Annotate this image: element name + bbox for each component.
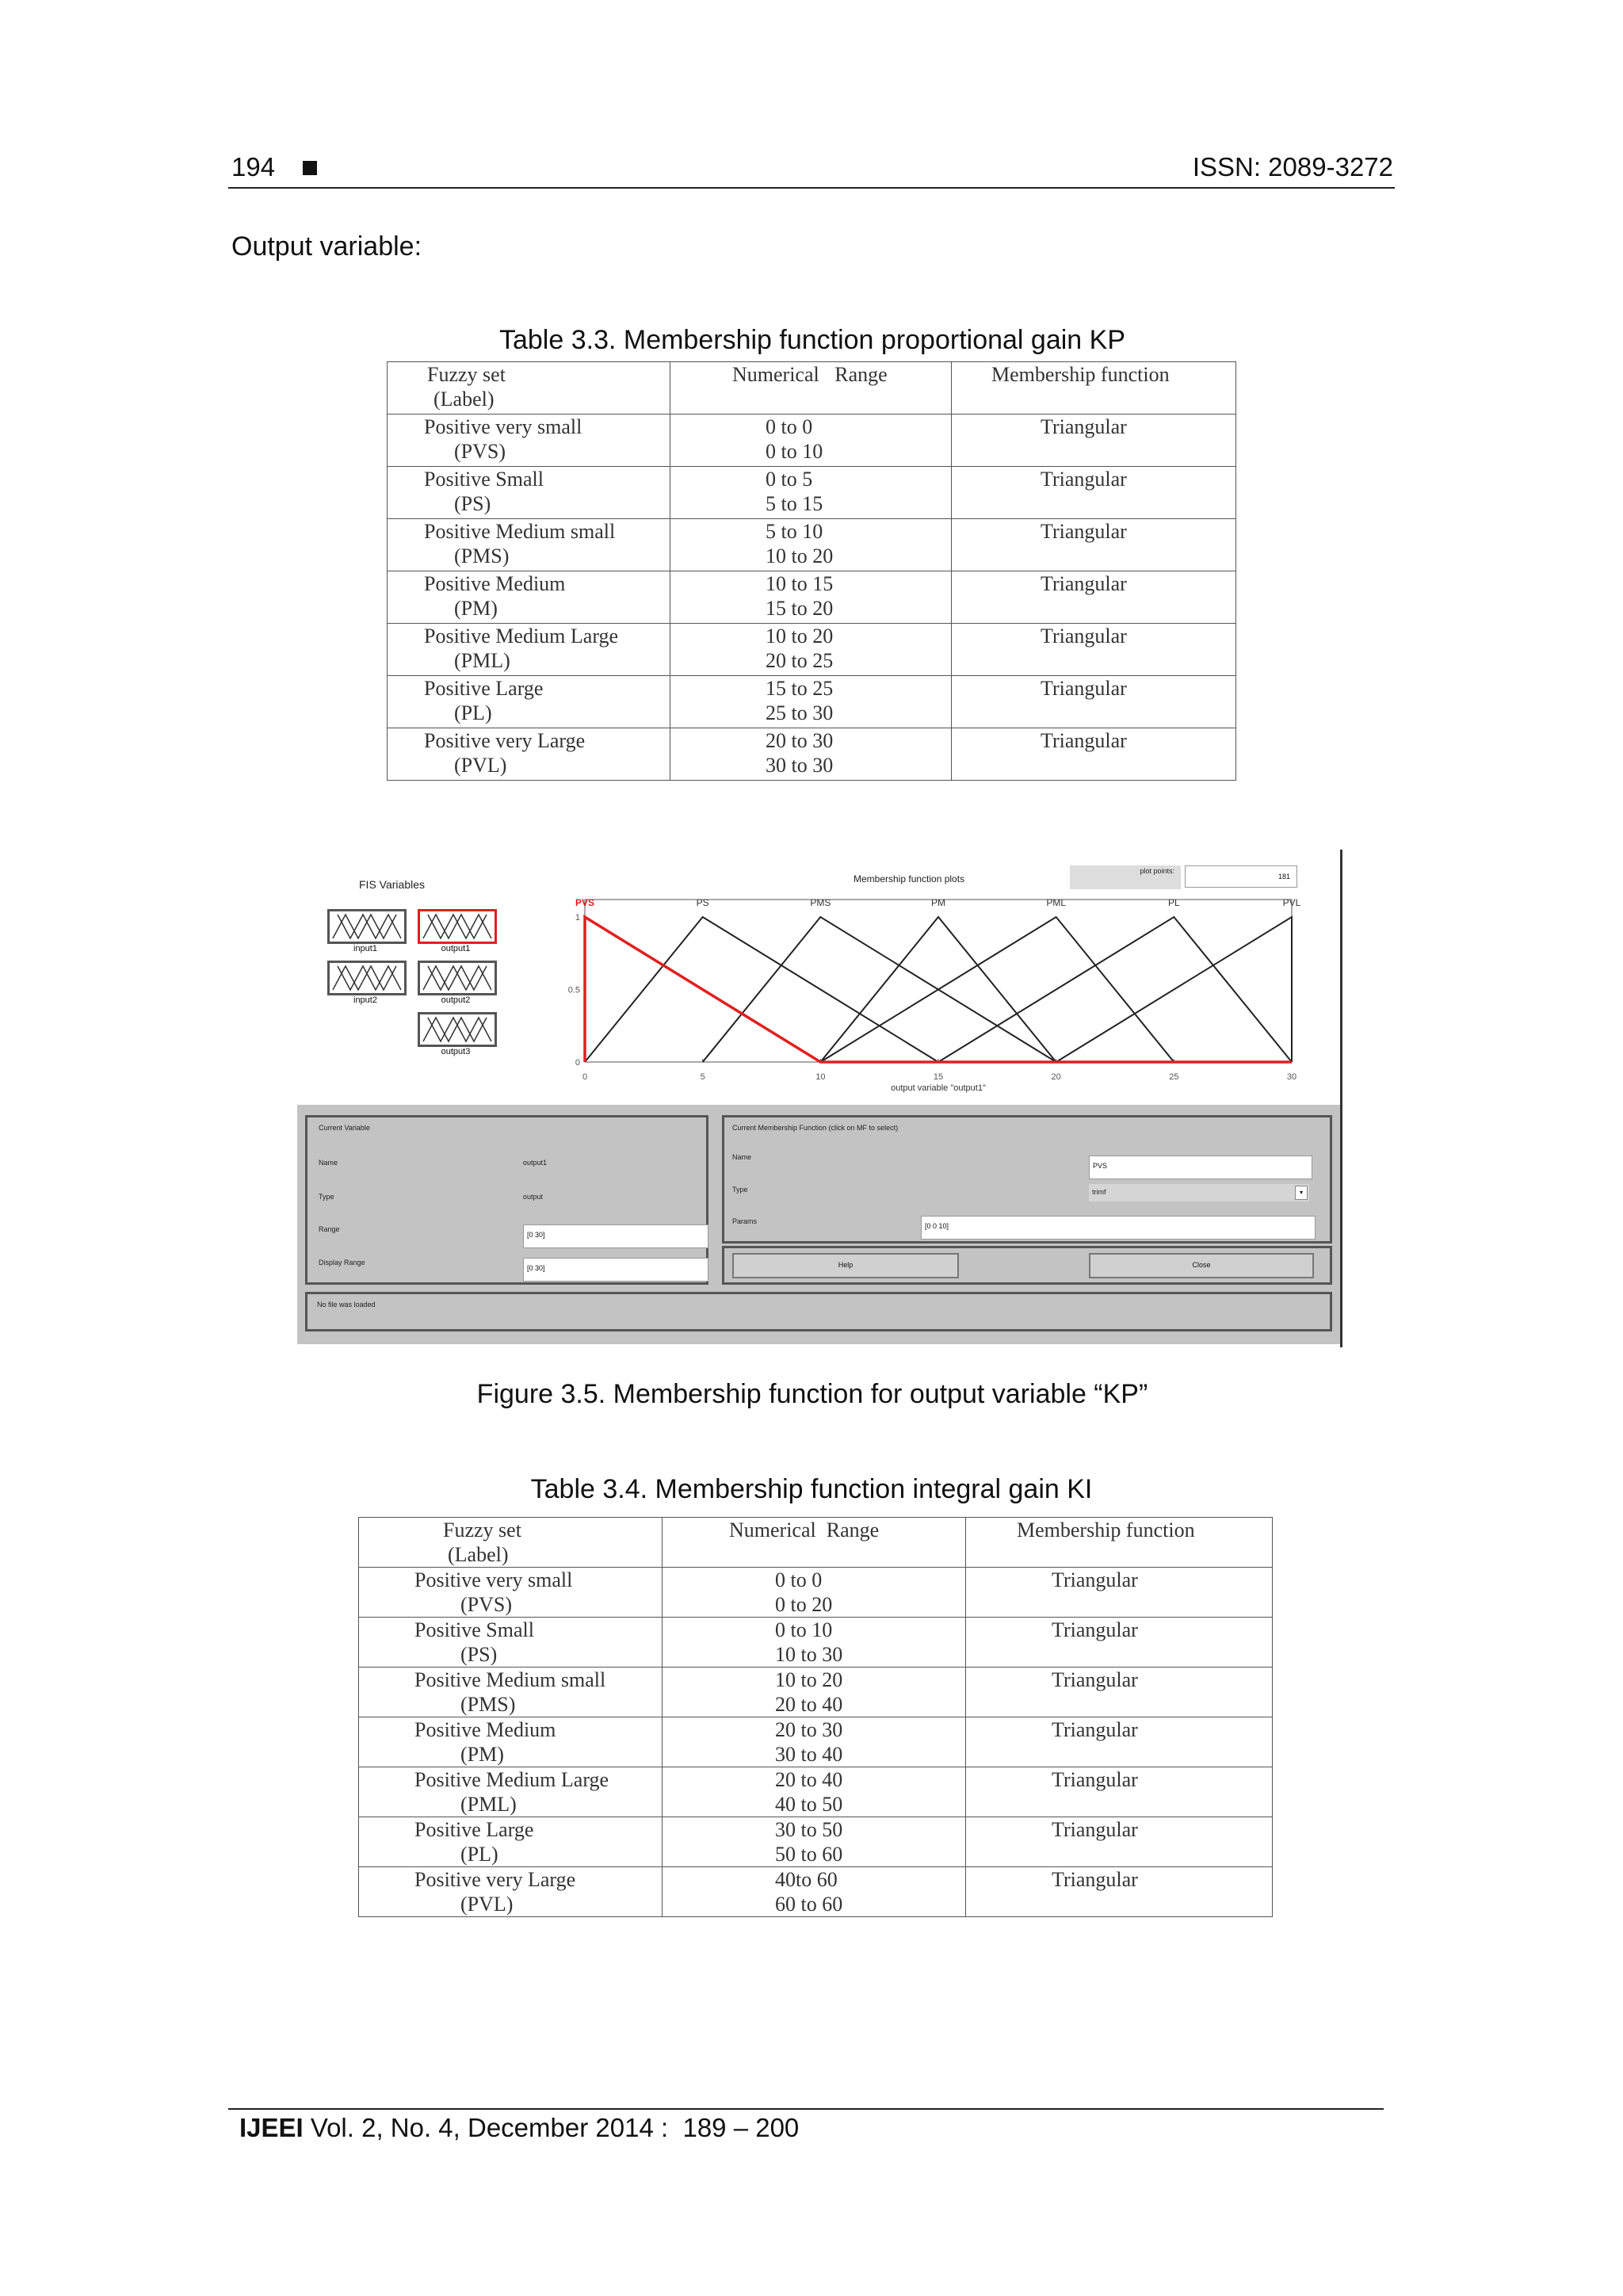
range-line-2: 30 to 30 [766, 754, 834, 777]
x-tick-label: 25 [1169, 1072, 1179, 1082]
fuzzy-set-cell [388, 728, 670, 781]
status-text: No file was loaded [317, 1301, 376, 1308]
table-row [359, 1867, 1273, 1917]
set-abbr: (PML) [460, 1793, 517, 1816]
fuzzy-set-cell [388, 676, 670, 728]
x-tick-label: 10 [815, 1072, 826, 1082]
mf-type: Triangular [1041, 572, 1127, 595]
set-abbr: (PL) [454, 701, 492, 724]
fuzzy-set-cell [359, 1618, 663, 1668]
range-line-2: 20 to 40 [775, 1693, 843, 1716]
set-name: Positive Medium [424, 572, 566, 595]
range-cell [663, 1568, 966, 1618]
set-abbr: (PM) [460, 1743, 504, 1766]
set-name: Positive Medium Large [424, 625, 619, 648]
set-abbr: (PMS) [460, 1693, 516, 1716]
buttons-panel [722, 1246, 1332, 1285]
col-header-numerical-range: Numerical Range [663, 1518, 966, 1568]
mf-cell [952, 467, 1236, 519]
set-abbr: (PVL) [460, 1893, 514, 1916]
fuzzy-set-cell [359, 1767, 663, 1817]
mf-cell [952, 624, 1236, 676]
range-line-1: 0 to 10 [775, 1618, 833, 1641]
mf-label-pl: PL [1167, 897, 1180, 908]
set-name: Positive Small [424, 468, 544, 491]
cv-range-input[interactable]: [0 30] [523, 1224, 708, 1248]
mf-cell [966, 1618, 1273, 1668]
fuzzy-set-cell [359, 1817, 663, 1867]
set-name: Positive Large [424, 677, 544, 700]
table-row [359, 1668, 1273, 1717]
fuzzy-set-cell [359, 1668, 663, 1717]
set-abbr: (PS) [460, 1643, 498, 1666]
mf-type: Triangular [1052, 1668, 1138, 1691]
range-line-2: 60 to 60 [775, 1893, 843, 1916]
fuzzy-set-cell [388, 467, 670, 519]
table-row [359, 1767, 1273, 1817]
fuzzy-set-cell [359, 1568, 663, 1618]
set-name: Positive very small [414, 1568, 573, 1591]
fuzzy-set-cell [388, 415, 670, 467]
range-line-2: 10 to 20 [766, 544, 834, 567]
fuzzy-set-cell [388, 624, 670, 676]
range-cell [663, 1867, 966, 1917]
mf-params-input[interactable]: [0 0 10] [921, 1216, 1316, 1240]
col-header-fuzzy-set: Fuzzy set (Label) [388, 362, 670, 415]
x-tick-label: 15 [933, 1072, 944, 1082]
mf-cell [966, 1817, 1273, 1867]
col-header-fuzzy-set: Fuzzy set (Label) [359, 1518, 663, 1568]
status-bar [305, 1292, 1332, 1331]
range-line-2: 0 to 20 [775, 1593, 833, 1616]
set-name: Positive Medium [414, 1718, 556, 1741]
footer-rule [228, 2108, 1384, 2110]
col-header-membership-function: Membership function [966, 1518, 1273, 1568]
range-line-2: 0 to 10 [766, 440, 823, 463]
header-square-bullet [303, 161, 317, 175]
range-line-2: 15 to 20 [766, 597, 834, 620]
range-line-1: 0 to 0 [766, 415, 813, 438]
mf-type: Triangular [1041, 520, 1127, 543]
footer-citation [239, 2113, 799, 2143]
table-row [359, 1618, 1273, 1668]
range-cell [670, 624, 952, 676]
table-row [388, 571, 1236, 624]
mf-cell [952, 676, 1236, 728]
table2-header-row [359, 1518, 1273, 1568]
mf-label-pm: PM [931, 897, 945, 908]
fis-editor-figure [297, 850, 1343, 1347]
mf-type-select[interactable] [1089, 1184, 1309, 1201]
range-line-1: 15 to 25 [766, 677, 834, 700]
table1-header-row [388, 362, 1236, 415]
x-tick-label: 0 [582, 1072, 588, 1082]
set-abbr: (PVS) [460, 1593, 513, 1616]
cv-type-value: output [523, 1193, 544, 1201]
set-name: Positive very small [424, 415, 582, 438]
table-row [388, 467, 1236, 519]
set-name: Positive Small [414, 1618, 534, 1641]
table-row [388, 519, 1236, 571]
mf-type: Triangular [1052, 1618, 1138, 1641]
table-row [388, 676, 1236, 728]
set-name: Positive Medium Large [414, 1768, 609, 1791]
range-cell [663, 1668, 966, 1717]
mf-type-value: trimf [1092, 1188, 1106, 1196]
range-line-1: 20 to 30 [775, 1718, 843, 1741]
footer-journal: IJEEI [239, 2113, 304, 2142]
range-line-1: 5 to 10 [766, 520, 823, 543]
x-tick-label: 20 [1051, 1072, 1061, 1082]
range-line-1: 10 to 20 [775, 1668, 843, 1691]
header-issn: ISSN: 2089-3272 [1192, 152, 1393, 181]
range-cell [670, 676, 952, 728]
mf-label-pvs: PVS [575, 897, 595, 908]
mf-cell [952, 519, 1236, 571]
mf-type: Triangular [1041, 625, 1127, 648]
x-axis-label: output variable "output1" [891, 1083, 986, 1093]
set-name: Positive Medium small [414, 1668, 606, 1691]
x-tick-label: 5 [700, 1072, 705, 1082]
range-line-2: 10 to 30 [775, 1643, 843, 1666]
mf-cell [966, 1668, 1273, 1717]
mf-type: Triangular [1041, 415, 1127, 438]
set-name: Positive very Large [414, 1868, 576, 1891]
range-cell [670, 467, 952, 519]
set-abbr: (PMS) [454, 544, 510, 567]
current-mf-panel [722, 1115, 1332, 1244]
col-header-numerical-range: Numerical Range [670, 362, 952, 415]
fis-variable-label: output1 [441, 944, 471, 953]
table1 [387, 361, 1236, 781]
fuzzy-set-cell [388, 519, 670, 571]
range-line-1: 20 to 30 [766, 729, 834, 752]
mf-type: Triangular [1052, 1818, 1138, 1841]
mf-type: Triangular [1052, 1868, 1138, 1891]
x-tick-label: 30 [1286, 1072, 1297, 1082]
set-abbr: (PL) [460, 1843, 498, 1866]
fis-variable-label: output2 [441, 995, 471, 1005]
mf-name-label: Name [732, 1153, 752, 1161]
range-line-2: 25 to 30 [766, 701, 834, 724]
set-abbr: (PS) [454, 492, 491, 515]
mf-type: Triangular [1052, 1768, 1138, 1791]
set-name: Positive Medium small [424, 520, 616, 543]
cv-type-label: Type [319, 1193, 334, 1201]
y-tick-label: 0.5 [567, 985, 580, 995]
plot-points-label: plot points: [1140, 867, 1174, 875]
footer-details: Vol. 2, No. 4, December 2014 : 189 – 200 [303, 2113, 800, 2142]
cv-name-label: Name [319, 1159, 338, 1167]
fis-variable-label: input2 [353, 995, 377, 1005]
mf-cell [966, 1717, 1273, 1767]
close-button[interactable]: Close [1089, 1253, 1314, 1278]
mf-cell [966, 1867, 1273, 1917]
range-line-1: 20 to 40 [775, 1768, 843, 1791]
set-abbr: (PM) [454, 597, 498, 620]
cv-display-range-input[interactable]: [0 30] [523, 1258, 708, 1282]
range-line-1: 0 to 5 [766, 468, 813, 491]
range-line-2: 5 to 15 [766, 492, 823, 515]
mf-type: Triangular [1041, 729, 1127, 752]
set-abbr: (PML) [454, 649, 510, 672]
plot-title: Membership function plots [854, 873, 965, 884]
range-line-1: 40to 60 [775, 1868, 838, 1891]
table-row [359, 1717, 1273, 1767]
fuzzy-set-cell [359, 1867, 663, 1917]
set-name: Positive very Large [424, 729, 586, 752]
set-abbr: (PVL) [454, 754, 507, 777]
table-row [388, 728, 1236, 781]
range-cell [663, 1817, 966, 1867]
section-label: Output variable: [231, 231, 422, 262]
membership-function-plot[interactable] [297, 850, 1343, 1103]
fuzzy-set-cell [359, 1717, 663, 1767]
mf-type-label: Type [732, 1186, 748, 1194]
mf-label-pml: PML [1046, 897, 1067, 908]
table-row [359, 1568, 1273, 1618]
mf-cell [966, 1767, 1273, 1817]
range-cell [670, 728, 952, 781]
fis-variable-label: output3 [441, 1047, 471, 1056]
mf-cell [952, 728, 1236, 781]
mf-type: Triangular [1041, 677, 1127, 700]
current-mf-title: Current Membership Function (click on MF to select) [732, 1124, 899, 1132]
mf-name-input[interactable]: PVS [1089, 1156, 1312, 1179]
cv-range-label: Range [319, 1225, 340, 1233]
range-cell [670, 519, 952, 571]
range-cell [670, 415, 952, 467]
help-button[interactable]: Help [732, 1253, 959, 1278]
mf-cell [966, 1568, 1273, 1618]
set-abbr: (PVS) [454, 440, 506, 463]
table-row [388, 624, 1236, 676]
page-number: 194 [231, 152, 276, 181]
current-variable-panel [305, 1115, 708, 1285]
header-rule [228, 187, 1395, 189]
current-variable-title: Current Variable [319, 1124, 370, 1132]
range-line-2: 30 to 40 [775, 1743, 843, 1766]
range-line-1: 10 to 20 [766, 625, 834, 648]
mf-cell [952, 571, 1236, 624]
mf-type: Triangular [1052, 1568, 1138, 1591]
cv-display-range-label: Display Range [319, 1259, 365, 1266]
mf-type: Triangular [1052, 1718, 1138, 1741]
range-line-1: 10 to 15 [766, 572, 834, 595]
mf-label-ps: PS [696, 897, 709, 908]
table2-caption: Table 3.4. Membership function integral gain KI [530, 1474, 1093, 1504]
range-cell [663, 1767, 966, 1817]
y-tick-label: 0 [575, 1058, 580, 1068]
mf-cell [952, 415, 1236, 467]
range-cell [663, 1717, 966, 1767]
table-row [388, 415, 1236, 467]
range-cell [670, 571, 952, 624]
mf-params-label: Params [732, 1217, 758, 1225]
cv-name-value: output1 [523, 1159, 548, 1167]
figure-right-border [1340, 850, 1342, 1347]
y-tick-label: 1 [575, 913, 580, 923]
set-name: Positive Large [414, 1818, 534, 1841]
chevron-down-icon[interactable]: ▾ [1295, 1186, 1308, 1200]
range-line-1: 30 to 50 [775, 1818, 843, 1841]
table-row [359, 1817, 1273, 1867]
range-line-1: 0 to 0 [775, 1568, 823, 1591]
range-line-2: 50 to 60 [775, 1843, 843, 1866]
fis-variables-title: FIS Variables [359, 878, 425, 891]
col-header-membership-function: Membership function [952, 362, 1236, 415]
range-cell [663, 1618, 966, 1668]
fis-variable-label: input1 [353, 944, 377, 953]
mf-label-pms: PMS [810, 897, 831, 908]
figure-caption: Figure 3.5. Membership function for output variable “KP” [476, 1379, 1148, 1409]
mf-label-pvl: PVL [1282, 897, 1301, 908]
table2 [358, 1517, 1273, 1917]
range-line-2: 20 to 25 [766, 649, 834, 672]
plot-points-input[interactable]: 181 [1185, 865, 1297, 888]
mf-type: Triangular [1041, 468, 1127, 491]
range-line-2: 40 to 50 [775, 1793, 843, 1816]
fuzzy-set-cell [388, 571, 670, 624]
table1-caption: Table 3.3. Membership function proportional gain KP [498, 325, 1126, 355]
